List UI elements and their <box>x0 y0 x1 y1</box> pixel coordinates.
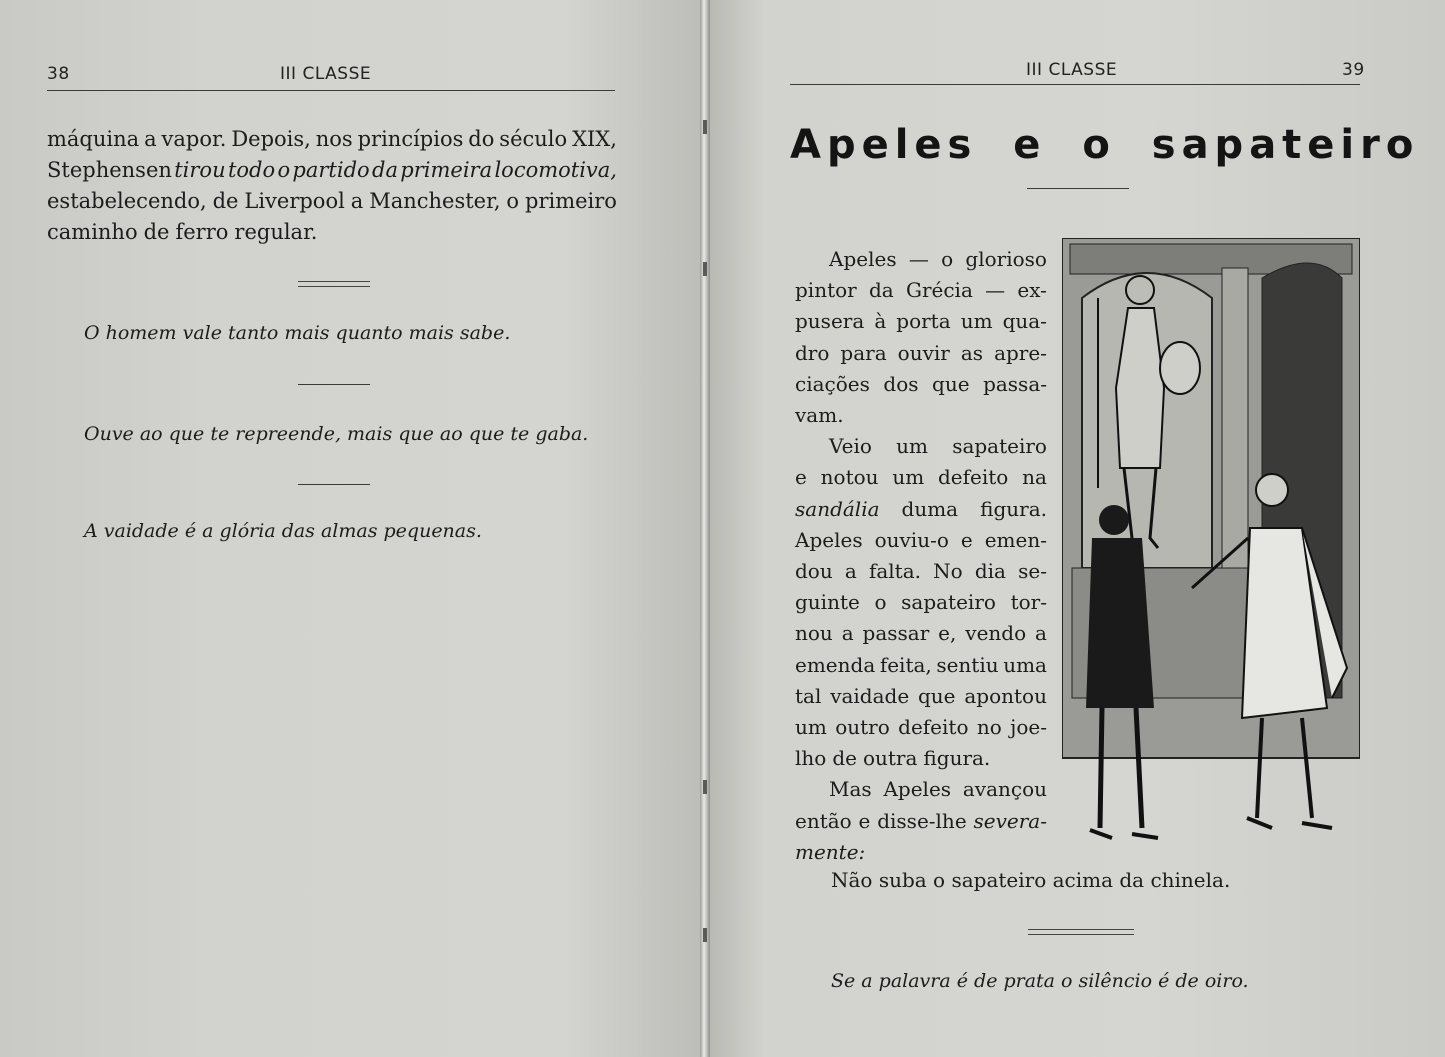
word: para <box>840 340 887 365</box>
book-gutter <box>700 0 710 1057</box>
text-line <box>47 155 617 186</box>
binding-stitch <box>703 928 707 942</box>
word: dia <box>974 559 1006 584</box>
word: Depois, <box>231 127 311 151</box>
word: o <box>277 158 291 182</box>
word: vam. <box>795 403 844 428</box>
word: a <box>844 559 857 584</box>
text-line <box>795 494 1047 525</box>
word: caminho <box>47 220 138 244</box>
word: um <box>896 434 928 459</box>
word: se- <box>1018 559 1047 584</box>
word: Veio <box>829 434 872 459</box>
word: tal <box>795 683 822 708</box>
word: XIX, <box>572 127 617 151</box>
word: ex- <box>1017 278 1047 303</box>
word: ouvir <box>897 340 950 365</box>
word: mente: <box>795 839 866 864</box>
word: de <box>212 189 239 213</box>
word: duma <box>901 496 959 521</box>
word: Liverpool <box>244 189 345 213</box>
word: e <box>795 465 807 490</box>
maxim-right: Se a palavra é de prata o silêncio é de oiro. <box>831 970 1249 992</box>
maxim-3: A vaidade é a glória das almas pequenas. <box>84 520 482 542</box>
closing-line: Não suba o sapateiro acima da chinela. <box>831 868 1231 892</box>
word: ciações <box>795 371 870 396</box>
word: a <box>1035 621 1047 646</box>
text-line <box>795 837 1047 868</box>
text-line <box>795 806 1047 837</box>
text-line <box>795 556 1047 587</box>
word: o <box>874 590 887 615</box>
text-line <box>47 186 617 217</box>
word: no <box>976 715 1002 740</box>
text-line <box>795 587 1047 618</box>
text-line <box>47 124 617 155</box>
word: figura. <box>980 496 1047 521</box>
word: Manchester, <box>369 189 501 213</box>
word: No <box>933 559 963 584</box>
word: defeito <box>898 715 969 740</box>
text-line <box>795 650 1047 681</box>
word: dou <box>795 559 833 584</box>
word: que <box>932 371 970 396</box>
story-text <box>795 244 1047 868</box>
word: todo <box>227 158 276 182</box>
binding-stitch <box>703 262 707 276</box>
page-number-right: 39 <box>1342 60 1365 80</box>
word: Apeles <box>829 247 897 271</box>
text-line <box>795 400 1047 431</box>
story-title: Apeles e o sapateiro <box>790 122 1420 168</box>
word: Apeles <box>883 777 952 802</box>
word: e <box>960 527 973 552</box>
word: o <box>506 189 520 213</box>
word: feita, <box>879 652 932 677</box>
word: do <box>468 127 495 151</box>
word: primeira <box>400 158 493 182</box>
word: defeito <box>937 465 1009 490</box>
word: dos <box>883 371 919 396</box>
word: princípios <box>357 127 464 151</box>
word: glorioso <box>965 247 1047 271</box>
word: máquina <box>47 127 140 151</box>
word: — <box>908 247 929 271</box>
running-head-right: III CLASSE <box>1026 60 1118 80</box>
word: Stephensen <box>47 158 172 182</box>
word: — <box>985 278 1006 303</box>
apeles-painting-illustration <box>1062 238 1360 864</box>
text-line <box>795 681 1047 712</box>
text-line <box>795 338 1047 369</box>
word: século <box>499 127 568 151</box>
word: um <box>795 715 827 740</box>
word: as <box>960 340 984 365</box>
word: tor- <box>1010 590 1047 615</box>
word: guinte <box>795 590 860 615</box>
word: outra <box>862 746 918 771</box>
word: locomotiva, <box>494 158 617 182</box>
word: sapateiro <box>901 590 996 615</box>
word: então <box>795 808 852 833</box>
word: Apeles <box>795 527 863 552</box>
word: estabelecendo, <box>47 189 207 213</box>
word: vendo <box>965 621 1027 646</box>
text-line <box>795 712 1047 743</box>
text-line <box>795 618 1047 649</box>
divider <box>298 384 370 385</box>
word: um <box>892 465 925 490</box>
text-line <box>795 275 1047 306</box>
text-line <box>795 525 1047 556</box>
word: na <box>1022 465 1047 490</box>
word: à <box>874 309 887 334</box>
word: dro <box>795 340 830 365</box>
header-rule-left <box>47 90 615 91</box>
word: Mas <box>829 777 872 802</box>
word: lho <box>795 746 827 771</box>
word: vapor. <box>161 127 227 151</box>
text-line <box>795 431 1047 462</box>
text-line <box>795 369 1047 400</box>
word: sandália <box>795 496 880 521</box>
word: primeiro <box>525 189 617 213</box>
word: vaidade <box>830 683 910 708</box>
word: avançou <box>962 777 1047 802</box>
word: e <box>858 808 871 833</box>
title-divider <box>1027 188 1129 189</box>
word: partido <box>292 158 370 182</box>
page-number-left: 38 <box>47 64 70 84</box>
word: que <box>918 683 956 708</box>
maxim-1: O homem vale tanto mais quanto mais sabe. <box>84 322 511 344</box>
word: a <box>841 621 854 646</box>
double-divider <box>1028 929 1134 935</box>
maxim-2: Ouve ao que te repreende, mais que ao que te gaba. <box>84 423 589 445</box>
word: figura. <box>923 746 991 771</box>
word: notou <box>820 465 879 490</box>
word: um <box>960 309 993 334</box>
word: outro <box>835 715 890 740</box>
binding-stitch <box>703 780 707 794</box>
word: porta <box>896 309 951 334</box>
text-line <box>795 462 1047 493</box>
word: passar <box>862 621 930 646</box>
word: a <box>350 189 364 213</box>
text-line <box>47 217 617 248</box>
word: apre- <box>994 340 1047 365</box>
binding-stitch <box>703 120 707 134</box>
text-line <box>795 244 1047 275</box>
word: de <box>143 220 170 244</box>
word: de <box>832 746 857 771</box>
word: a <box>144 127 157 151</box>
word: passa- <box>983 371 1047 396</box>
word: sapateiro <box>952 434 1047 459</box>
word: tirou <box>174 158 226 182</box>
word: apontou <box>964 683 1047 708</box>
word: uma <box>1003 652 1047 677</box>
word: ouviu-o <box>874 527 949 552</box>
word: da <box>372 158 398 182</box>
text-line <box>795 774 1047 805</box>
text-line <box>795 743 1047 774</box>
word: e, <box>938 621 957 646</box>
word: disse-lhe <box>877 808 967 833</box>
word: nos <box>315 127 353 151</box>
word: falta. <box>868 559 921 584</box>
word: ferro <box>175 220 229 244</box>
word: da <box>868 278 894 303</box>
word: emen- <box>984 527 1047 552</box>
word: regular. <box>234 220 318 244</box>
text-line <box>795 306 1047 337</box>
word: pintor <box>795 278 857 303</box>
word: pusera <box>795 309 865 334</box>
word: nou <box>795 621 833 646</box>
divider <box>298 484 370 485</box>
double-divider <box>298 281 370 287</box>
word: Grécia <box>905 278 973 303</box>
word: qua- <box>1002 309 1047 334</box>
word: sentiu <box>936 652 999 677</box>
word: severa- <box>973 808 1047 833</box>
word: o <box>941 247 954 271</box>
word: emenda <box>795 652 876 677</box>
running-head-left: III CLASSE <box>280 64 372 84</box>
header-rule-right <box>790 84 1360 85</box>
word: joe- <box>1010 715 1047 740</box>
left-paragraph <box>47 124 617 248</box>
